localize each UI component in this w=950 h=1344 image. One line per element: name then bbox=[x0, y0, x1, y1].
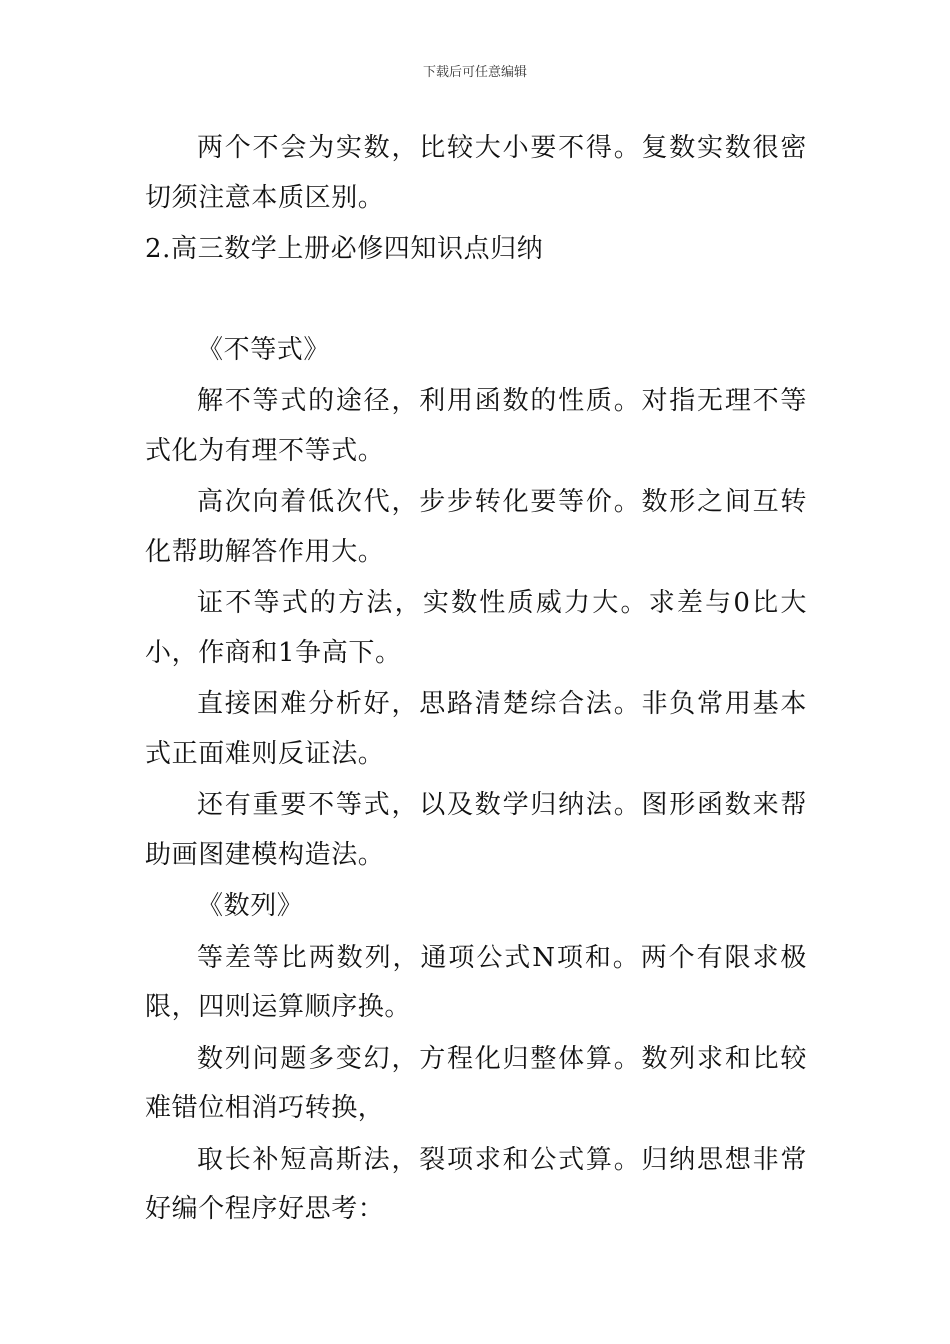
subheading-sequences: 《数列》 bbox=[197, 891, 304, 921]
document-body bbox=[145, 124, 807, 1237]
paragraph-inequality-5: 还有重要不等式，以及数学归纳法。图形函数来帮助画图建模构造法。 bbox=[145, 790, 807, 870]
paragraph-sequence-3: 取长补短高斯法，裂项求和公式算。归纳思想非常好编个程序好思考： bbox=[145, 1144, 807, 1224]
blank-line bbox=[145, 277, 807, 326]
section-heading: 2.高三数学上册必修四知识点归纳 bbox=[145, 234, 544, 264]
subheading-inequalities: 《不等式》 bbox=[197, 334, 331, 365]
page-header: 下载后可任意编辑 bbox=[422, 65, 527, 80]
paragraph-complex-numbers: 两个不会为实数，比较大小要不得。复数实数很密切须注意本质区别。 bbox=[145, 133, 807, 213]
paragraph-sequence-1: 等差等比两数列，通项公式N项和。两个有限求极限，四则运算顺序换。 bbox=[145, 942, 807, 1022]
paragraph-inequality-1: 解不等式的途径，利用函数的性质。对指无理不等式化为有理不等式。 bbox=[145, 386, 807, 466]
paragraph-inequality-4: 直接困难分析好，思路清楚综合法。非负常用基本式正面难则反证法。 bbox=[145, 689, 807, 769]
paragraph-inequality-3: 证不等式的方法，实数性质威力大。求差与0比大小，作商和1争高下。 bbox=[145, 588, 807, 668]
paragraph-sequence-2: 数列问题多变幻，方程化归整体算。数列求和比较难错位相消巧转换， bbox=[145, 1043, 807, 1123]
paragraph-inequality-2: 高次向着低次代，步步转化要等价。数形之间互转化帮助解答作用大。 bbox=[145, 487, 807, 567]
